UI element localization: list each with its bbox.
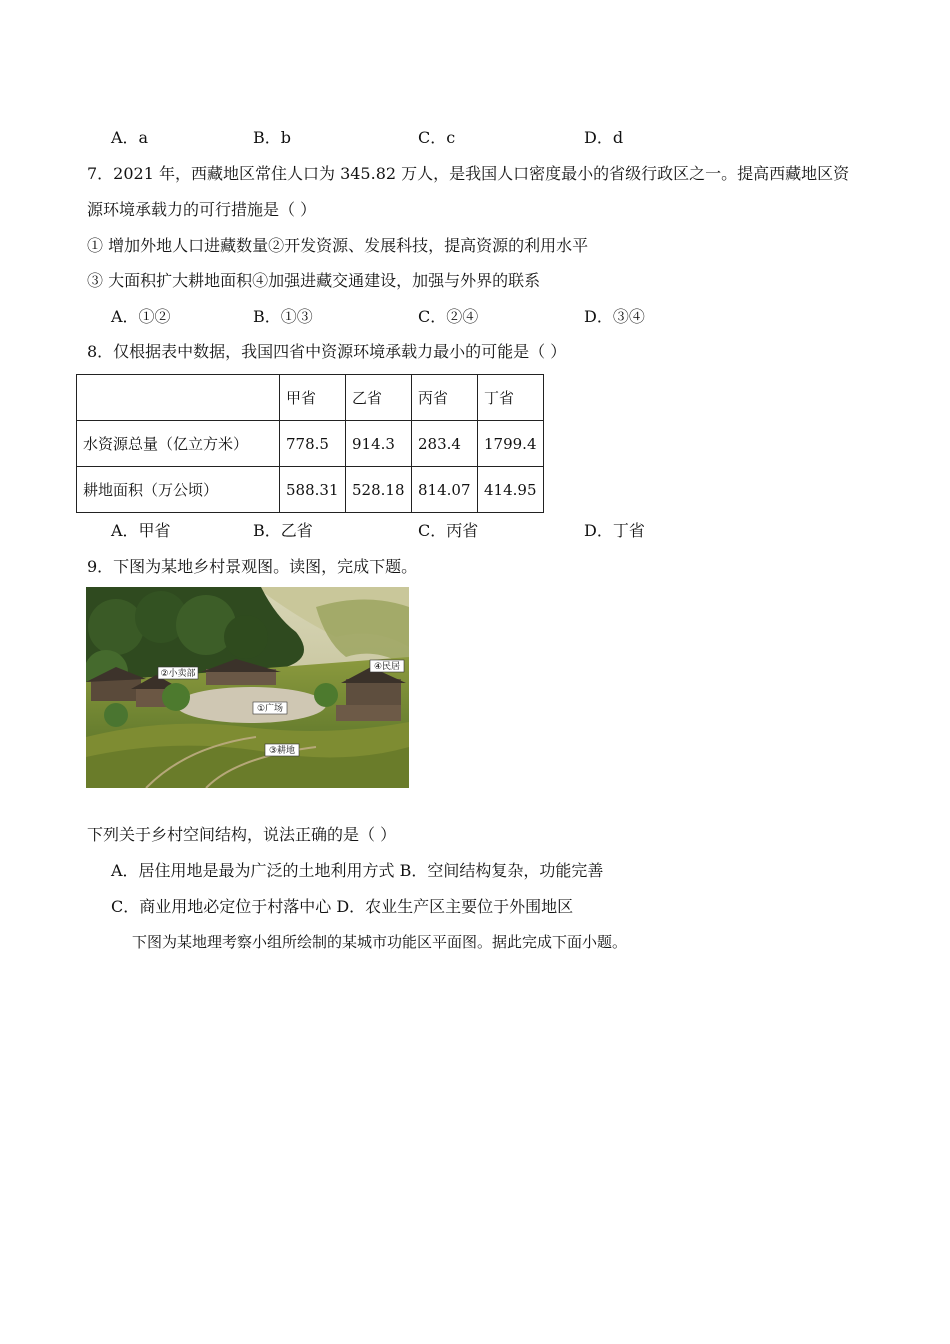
- table-cell: 814.07: [412, 467, 478, 513]
- q8-option-d: D．丁省: [584, 521, 645, 540]
- table-header-cell: 乙省: [346, 375, 412, 421]
- svg-text:④民居: ④民居: [373, 662, 401, 672]
- image-label-residence: [370, 660, 404, 672]
- q8-option-a: A．甲省: [111, 521, 171, 540]
- q6-option-d: D．d: [584, 128, 624, 147]
- table-cell: 778.5: [280, 421, 346, 467]
- q6-option-a: A．a: [111, 128, 149, 147]
- table-header-cell: 丁省: [478, 375, 544, 421]
- table-cell: 914.3: [346, 421, 412, 467]
- table-cell: 588.31: [280, 467, 346, 513]
- svg-text:③耕地: ③耕地: [268, 746, 296, 756]
- q8-option-b: B．乙省: [253, 521, 313, 540]
- table-header-row: [77, 375, 544, 421]
- q7-stem-line2: 源环境承载力的可行措施是（ ）: [87, 200, 317, 219]
- table-cell: 水资源总量（亿立方米）: [77, 421, 280, 467]
- q7-item-line2: ③ 大面积扩大耕地面积④加强进藏交通建设，加强与外界的联系: [87, 271, 541, 290]
- image-label-farmland: [265, 744, 299, 756]
- table-header-cell: 甲省: [280, 375, 346, 421]
- table-cell: 528.18: [346, 467, 412, 513]
- image-label-shop: [158, 667, 198, 679]
- image-label-square: [253, 702, 287, 714]
- q7-stem-line1: 7．2021 年，西藏地区常住人口为 345.82 万人，是我国人口密度最小的省级行政区之一。提高西藏地区资: [87, 164, 850, 183]
- table-cell: 283.4: [412, 421, 478, 467]
- table-cell: 耕地面积（万公顷）: [77, 467, 280, 513]
- village-landscape-image: [86, 587, 409, 788]
- table-cell: 1799.4: [478, 421, 544, 467]
- table-row: [77, 421, 544, 467]
- q8-stem: 8．仅根据表中数据，我国四省中资源环境承载力最小的可能是（ ）: [87, 342, 567, 361]
- q9-options-line1: A．居住用地是最为广泛的土地利用方式 B．空间结构复杂，功能完善: [111, 861, 604, 880]
- q9-sub-stem: 下列关于乡村空间结构，说法正确的是（ ）: [87, 825, 397, 844]
- q9-options-line2: C．商业用地必定位于村落中心 D．农业生产区主要位于外围地区: [111, 897, 574, 916]
- q7-option-a: A．①②: [111, 307, 171, 326]
- q6-option-c: C．c: [418, 128, 456, 147]
- svg-text:②小卖部: ②小卖部: [160, 669, 196, 679]
- svg-text:①广场: ①广场: [256, 704, 284, 714]
- q9-stem: 9．下图为某地乡村景观图。读图，完成下题。: [87, 557, 418, 576]
- q6-option-b: B．b: [253, 128, 292, 147]
- table-cell: 414.95: [478, 467, 544, 513]
- q7-option-c: C．②④: [418, 307, 479, 326]
- next-question-intro: 下图为某地理考察小组所绘制的某城市功能区平面图。据此完成下面小题。: [132, 933, 628, 951]
- province-data-table: [76, 374, 544, 513]
- q7-option-b: B．①③: [253, 307, 313, 326]
- q7-item-line1: ① 增加外地人口进藏数量②开发资源、发展科技，提高资源的利用水平: [87, 236, 589, 255]
- table-header-cell: [77, 375, 280, 421]
- q8-option-c: C．丙省: [418, 521, 479, 540]
- table-header-cell: 丙省: [412, 375, 478, 421]
- q7-option-d: D．③④: [584, 307, 645, 326]
- table-row: [77, 467, 544, 513]
